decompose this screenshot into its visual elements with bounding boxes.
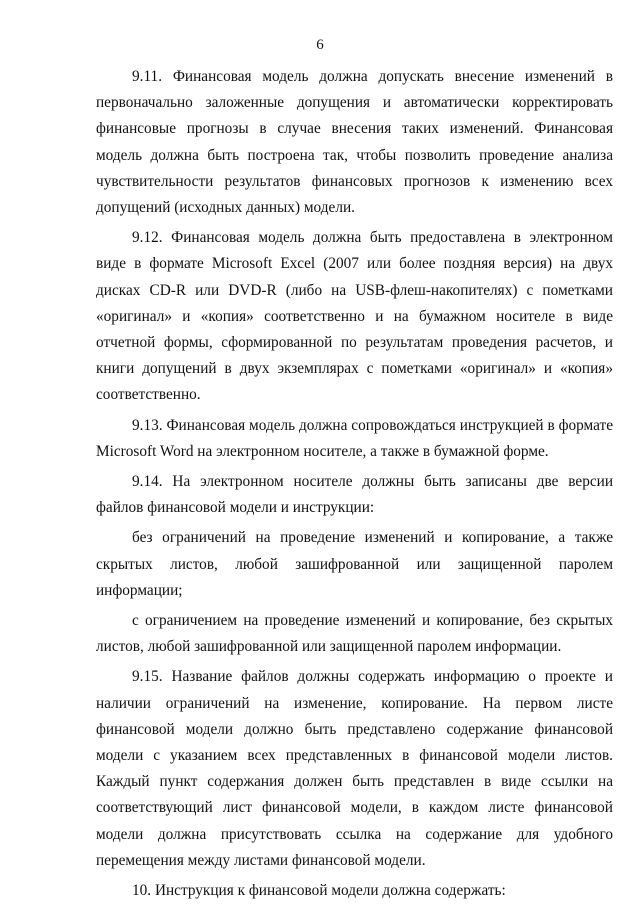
- paragraph-9-13: 9.13. Финансовая модель должна сопровождаться инструкцией в формате Microsoft Word на электронном носителе, а также в бумажной форме.: [96, 416, 613, 460]
- paragraph-9-15: 9.15. Название файлов должны содержать информацию о проекте и наличии ограничений на изменение, копирование. На первом листе финансовой модели должно быть представлено содержание финансовой модели с указанием всех представленных в финансовой модели листов. Каждый пункт содержания должен быть представлен в виде ссылки на соответствующий лист финансовой модели, в каждом листе финансовой модели должна присутствовать ссылка на содержание для удобного перемещения между листами финансовой модели.: [96, 668, 613, 869]
- paragraph-9-11: 9.11. Финансовая модель должна допускать внесение изменений в первоначально заложенные допущения и автоматически корректировать финансовые прогнозы в случае внесения таких изменений. Финансовая модель должна быть построена так, чтобы позволить проведение анализа чувствительности результатов финансовых прогнозов к изменению всех допущений (исходных данных) модели.: [96, 68, 613, 217]
- paragraph-9-12: 9.12. Финансовая модель должна быть предоставлена в электронном виде в формате Microsoft Excel (2007 или более поздняя версия) на двух дисках CD-R или DVD-R (либо на USB-флеш-накопителях) с пометками «оригинал» и «копия» соответственно и на бумажном носителе в виде отчетной формы, сформированной по результатам проведения расчетов, и книги допущений в двух экземплярах с пометками «оригинал» и «копия» соответственно.: [96, 229, 613, 404]
- list-item-with-restrictions: с ограничением на проведение изменений и копирование, без скрытых листов, любой зашифрованной или защищенной паролем информации.: [96, 612, 613, 656]
- paragraph-9-14: 9.14. На электронном носителе должны быть записаны две версии файлов финансовой модели и инструкции:: [96, 473, 613, 517]
- paragraph-10: 10. Инструкция к финансовой модели должна содержать:: [132, 882, 506, 900]
- document-body: [96, 64, 613, 904]
- page-number: 6: [316, 37, 324, 53]
- list-item-no-restrictions: без ограничений на проведение изменений и копирование, а также скрытых листов, любой зашифрованной или защищенной паролем информации;: [96, 529, 613, 599]
